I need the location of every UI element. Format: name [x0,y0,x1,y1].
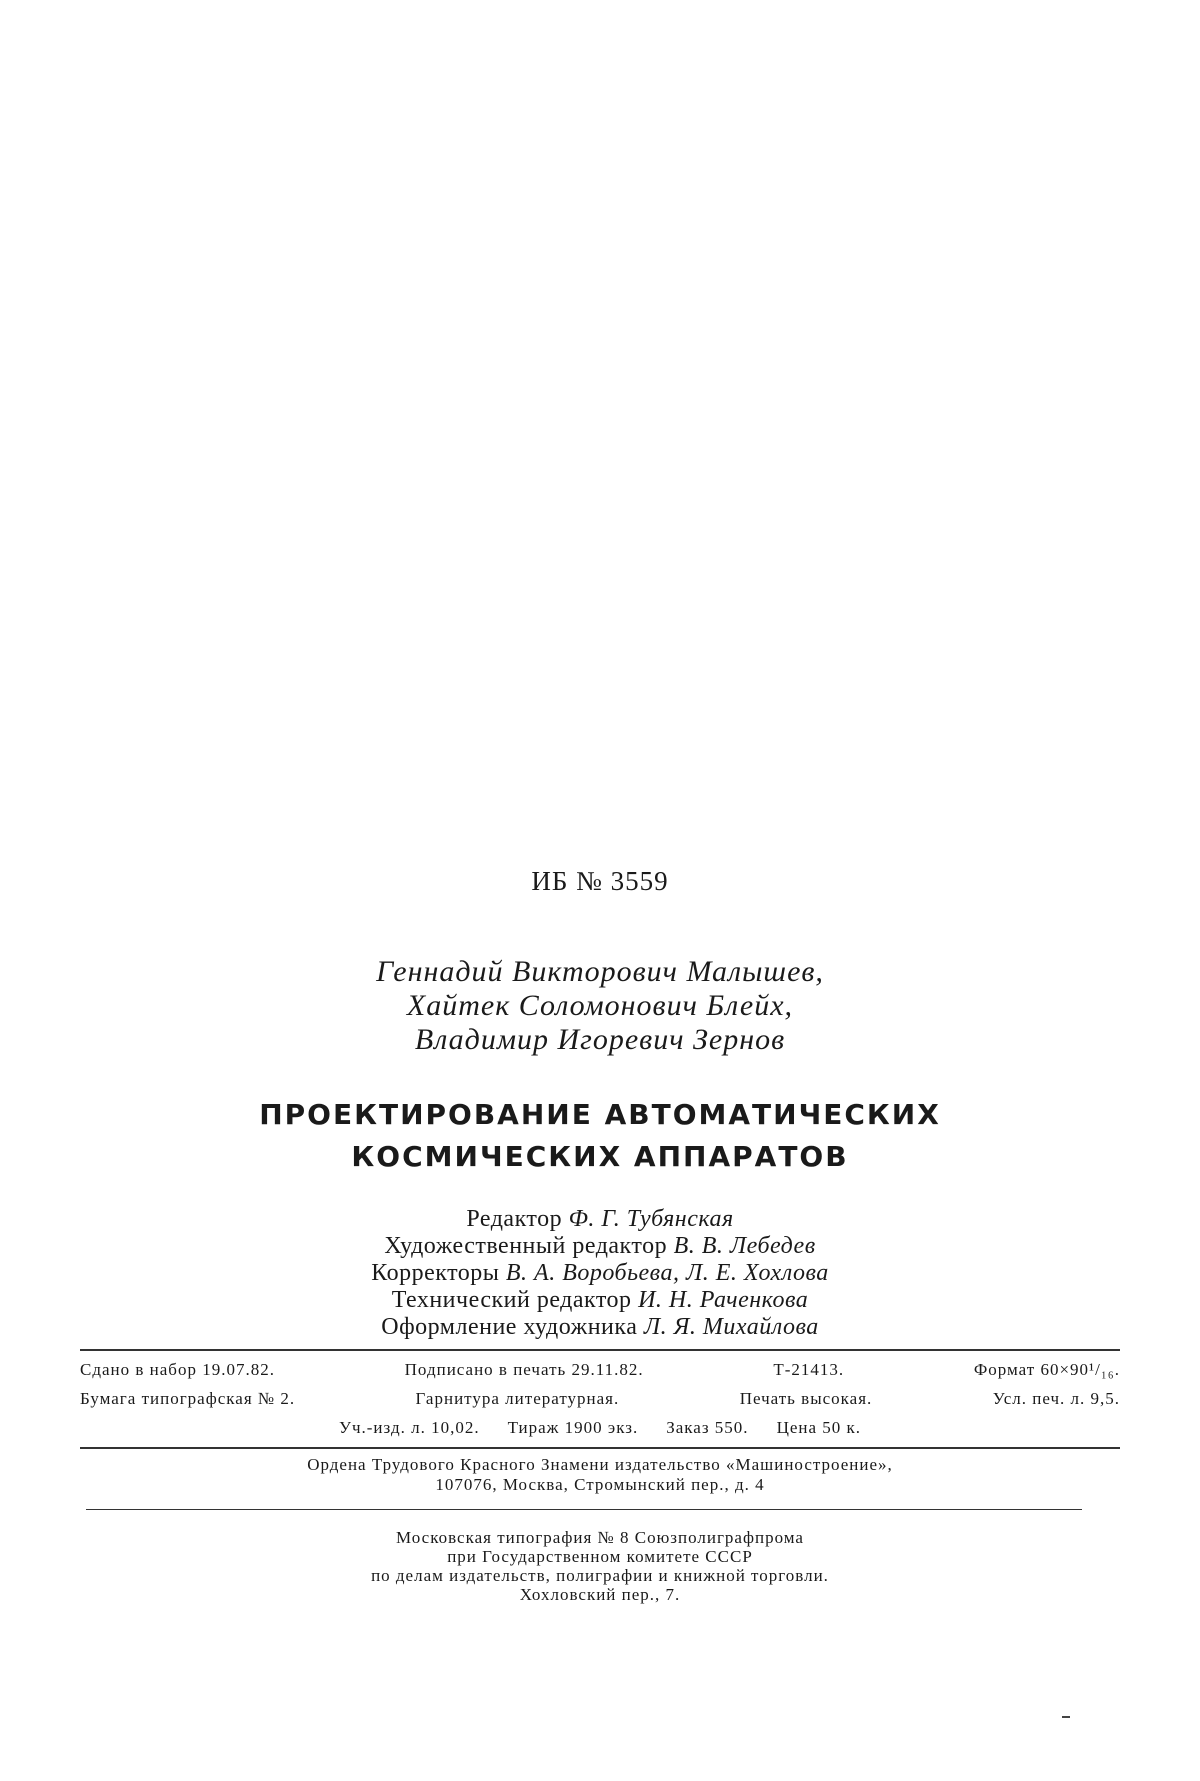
spec-typeset-date: Сдано в набор 19.07.82. [80,1360,275,1379]
divider-top [80,1349,1120,1351]
credit-name: В. В. Лебедев [673,1233,816,1259]
spec-code: Т-21413. [773,1360,845,1379]
ib-number: ИБ № 3559 [531,866,669,896]
spec-print-type: Печать высокая. [739,1389,873,1408]
divider-middle [80,1447,1120,1449]
spec-print-run: Тираж 1900 экз. [507,1418,639,1437]
printer-line-2: при Государственном комитете СССР [447,1547,753,1566]
credit-name: И. Н. Раченкова [638,1287,809,1313]
spec-paper: Бумага типографская № 2. [80,1389,296,1408]
credit-role: Редактор [466,1206,563,1232]
printer-line-4: Хохловский пер., 7. [519,1585,681,1604]
credit-tech-editor [0,1287,1200,1314]
credit-art-editor [0,1233,1200,1260]
credit-designer [0,1314,1200,1341]
spec-row-3 [80,1418,1120,1438]
divider-bottom [86,1509,1082,1510]
credit-role: Корректоры [371,1260,500,1286]
credit-role: Технический редактор [391,1287,632,1313]
printer-line-1: Московская типография № 8 Союзполиграфпрома [396,1528,804,1547]
title-line-2: КОСМИЧЕСКИХ АППАРАТОВ [351,1140,849,1173]
author-2: Хайтек Соломонович Блейх, [406,989,794,1022]
spec-signed-date: Подписано в печать 29.11.82. [404,1360,644,1379]
book-title [0,1094,1200,1178]
credit-name: Ф. Г. Тубянская [568,1206,734,1232]
printer-block [80,1528,1120,1604]
publisher-line-2: 107076, Москва, Стромынский пер., д. 4 [435,1475,765,1494]
author-3: Владимир Игоревич Зернов [414,1023,786,1056]
credit-name: Л. Я. Михайлова [643,1314,819,1340]
credit-editor [0,1206,1200,1233]
spec-row-1 [80,1360,1120,1380]
credit-role: Художественный редактор [384,1233,668,1259]
credit-proofreaders [0,1260,1200,1287]
spec-pub-sheets: Уч.-изд. л. 10,02. [338,1418,480,1437]
author-1: Геннадий Викторович Малышев, [376,955,824,988]
spec-typeface: Гарнитура литературная. [415,1389,620,1408]
publisher-block [0,1455,1200,1495]
spec-order: Заказ 550. [666,1418,749,1437]
publisher-line-1: Ордена Трудового Красного Знамени издательство «Машиностроение», [307,1455,893,1474]
spec-sheets: Усл. печ. л. 9,5. [992,1389,1120,1408]
printer-line-3: по делам издательств, полиграфии и книжной торговли. [371,1566,829,1585]
spec-price: Цена 50 к. [776,1418,862,1437]
credit-role: Оформление художника [381,1314,638,1340]
title-line-1: ПРОЕКТИРОВАНИЕ АВТОМАТИЧЕСКИХ [259,1098,941,1131]
authors-block [0,955,1200,1057]
spec-row-2 [80,1389,1120,1409]
credits-block [0,1206,1200,1341]
spec-format: Формат 60×90¹/₁₆. [973,1360,1120,1379]
credit-name: В. А. Воробьева, Л. Е. Хохлова [505,1260,829,1286]
page-mark [1062,1716,1070,1718]
